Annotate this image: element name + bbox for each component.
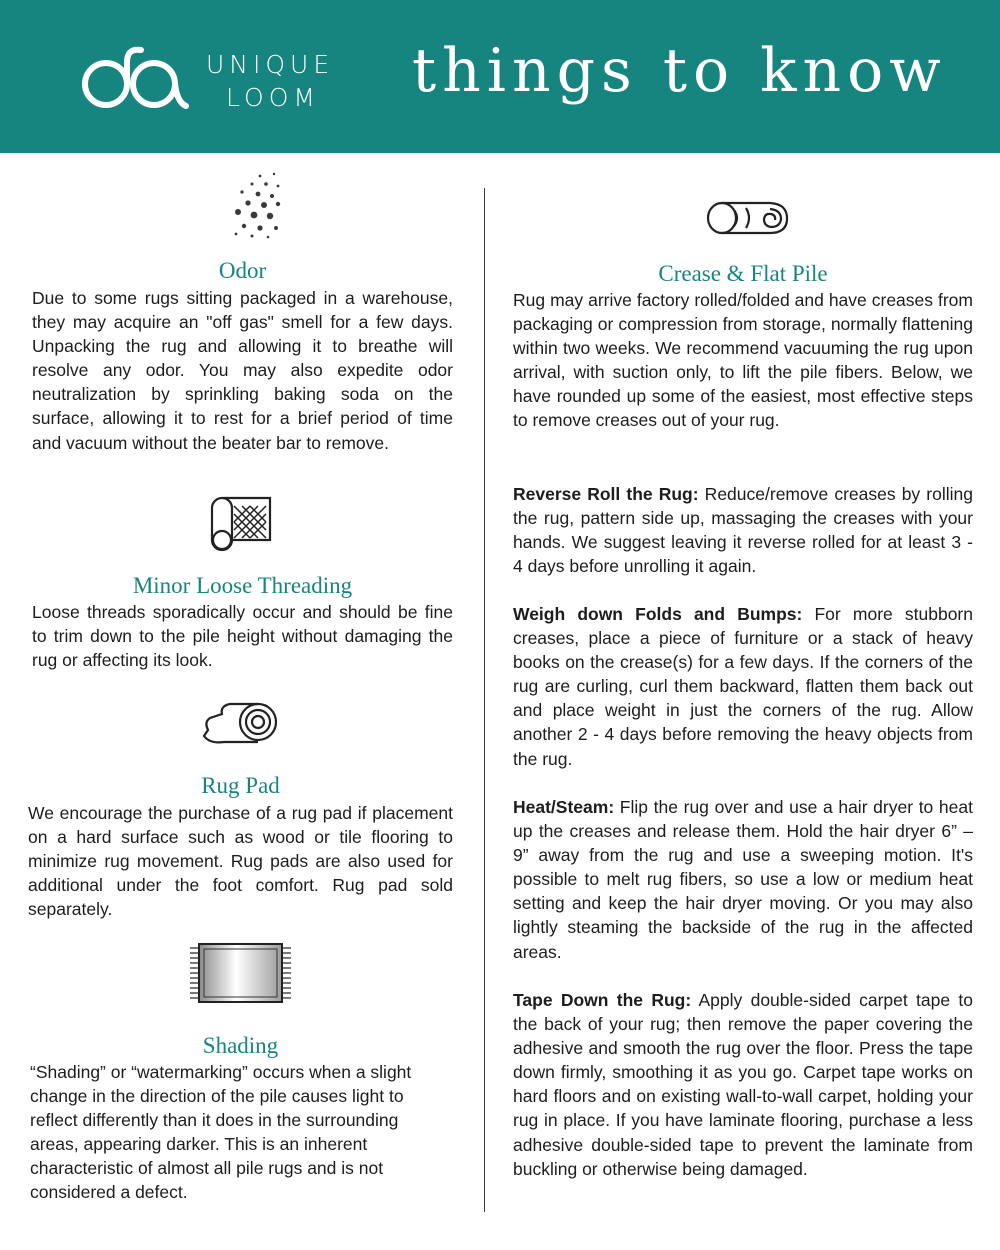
step-reverse-roll bbox=[513, 482, 973, 578]
step-label: Weigh down Folds and Bumps: bbox=[513, 604, 803, 624]
brand-name-line1: UNIQUE bbox=[206, 50, 335, 79]
odor-text: Due to some rugs sitting packaged in a warehouse, they may acquire an "off gas" smell for a few days. Unpacking the rug and allowing it to breathe will resolve any odor. You may also expedite odor neutralization by sprinkling baking soda on the surface, allowing it to rest for a brief period of time and vacuum without the beater bar to remove. bbox=[32, 288, 453, 453]
step-heat-steam bbox=[513, 795, 973, 964]
rolled-rug-spiral-icon bbox=[704, 200, 790, 236]
brand-name-line2: LOOM bbox=[226, 83, 320, 112]
page-title: things to know bbox=[412, 36, 947, 106]
step-weigh-down bbox=[513, 602, 973, 771]
step-label: Reverse Roll the Rug: bbox=[513, 484, 699, 504]
odor-title: Odor bbox=[218, 258, 267, 283]
step-tape-down bbox=[513, 988, 973, 1181]
shading-title: Shading bbox=[202, 1033, 279, 1058]
shading-text: “Shading” or “watermarking” occurs when a slight change in the direction of the pile causes light to reflect differently than it does in the surrounding areas, appearing darker. This is an inherent characteristic of almost all pile rugs and is not considered a defect. bbox=[30, 1062, 412, 1203]
shaded-rug-icon bbox=[189, 942, 292, 1004]
step-text: Apply double-sided carpet tape to the back of your rug; then remove the paper covering the adhesive and smooth the rug over the floor. Press the tape down firmly, smoothing it as you go. Carpet tape works on hard floors and on existing wall-to-wall carpet, holding your rug in place. If you have laminate flooring, purchase a less adhesive double-sided tape to prevent the laminate from buckling or otherwise being damaged. bbox=[513, 990, 973, 1179]
column-divider bbox=[484, 188, 485, 1212]
rolled-rug-pad-icon bbox=[200, 700, 280, 748]
step-text: Reduce/remove creases by rolling the rug, pattern side up, massaging the creases with your hands. We suggest leaving it reverse rolled for at least 3 - 4 days before unrolling it again. bbox=[513, 484, 973, 577]
odor-dots-icon bbox=[228, 170, 284, 240]
rug-pad-text: We encourage the purchase of a rug pad if placement on a hard surface such as wood or tile flooring to minimize rug movement. Rug pads are also used for additional under the foot comfort. Rug pad sold separately. bbox=[28, 803, 453, 920]
step-text: For more stubborn creases, place a piece of furniture or a stack of heavy books on the crease(s) for a few days. If the corners of the rug are curling, curl them backward, flatten them back out and place weight in just the corners of the rug. Allow another 2 - 4 days before removing the heavy objects from the rug. bbox=[513, 604, 973, 769]
threading-text: Loose threads sporadically occur and should be fine to trim down to the pile height without damaging the rug or affecting its look. bbox=[32, 602, 453, 671]
rug-pad-title: Rug Pad bbox=[201, 773, 280, 798]
crease-title: Crease & Flat Pile bbox=[658, 261, 828, 286]
header-banner bbox=[0, 0, 1000, 153]
threading-title: Minor Loose Threading bbox=[132, 573, 353, 598]
step-label: Heat/Steam: bbox=[513, 797, 615, 817]
loose-thread-rug-icon bbox=[208, 488, 274, 554]
step-label: Tape Down the Rug: bbox=[513, 990, 692, 1010]
unique-loom-logo-icon bbox=[78, 42, 190, 112]
step-text: Flip the rug over and use a hair dryer to heat up the creases and release them. Hold the hair dryer 6” – 9” away from the rug and use a sweeping motion. It's possible to melt rug fibers, so use a low or medium heat setting and keep the hair dryer moving. Or you may also lightly steaming the backside of the rug in the affected areas. bbox=[513, 797, 973, 962]
crease-text: Rug may arrive factory rolled/folded and have creases from packaging or compression from storage, normally flattening within two weeks. We recommend vacuuming the rug upon arrival, with suction only, to lift the pile fibers. Below, we have rounded up some of the easiest, most effective steps to remove creases out of your rug. bbox=[513, 290, 973, 431]
